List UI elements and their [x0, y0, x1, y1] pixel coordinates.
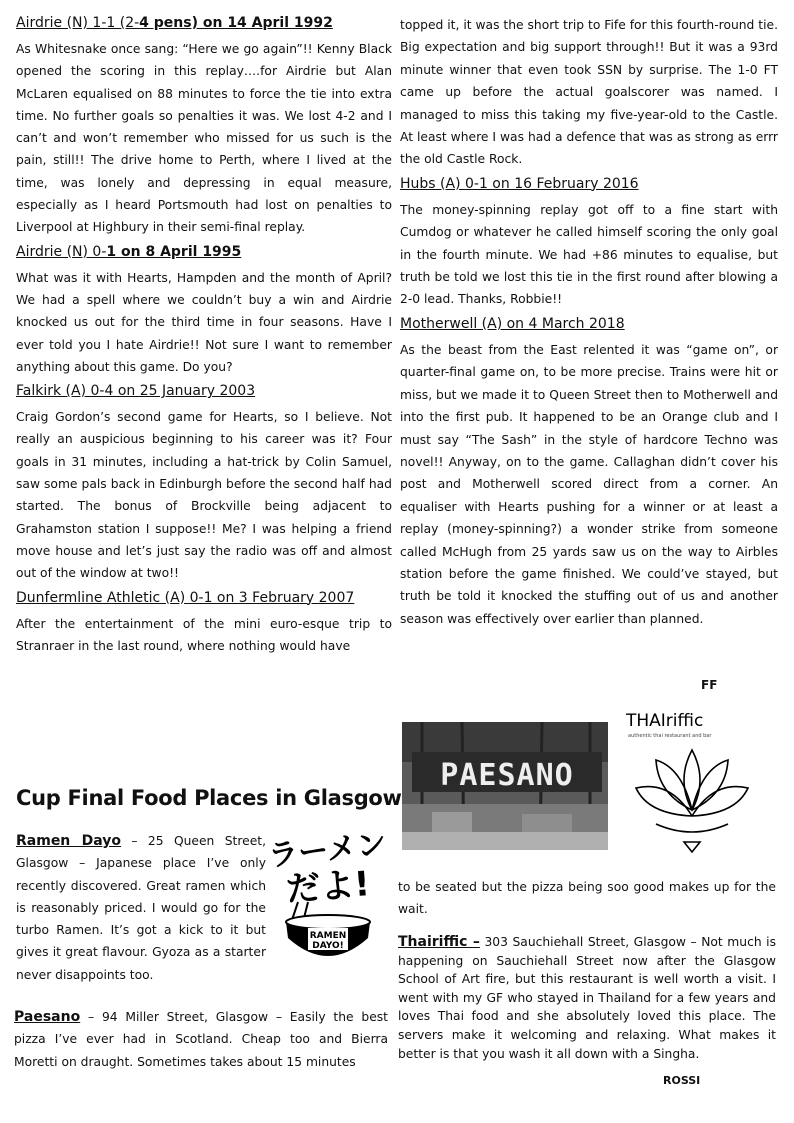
thai-brand: THAIriffic	[626, 711, 704, 731]
restaurant-name: Paesano	[14, 1009, 81, 1025]
match-heading: Airdrie (N) 1-1 (2-4 pens) on 14 April 1992	[16, 15, 333, 31]
match-heading: Airdrie (N) 0-1 on 8 April 1995	[16, 243, 242, 260]
paesano-review	[14, 1006, 388, 1073]
match-report: Craig Gordon’s second game for Hearts, so I believe. Not really an auspicious beginning to his career was it? Four goals in 31 minutes, including a hat-trick by Colin Samuel, saw some pals back in Edinburgh before the second half had started. The bonus of Brockville being adjacent to Grahamston station I suppose!! Me? I was helping a friend move house and let’s just say the radio was off and almost out of the window at two!!	[16, 410, 392, 581]
match-report-continued: topped it, it was the short trip to Fife for this fourth-round tie. Big expectation and big support through!! But it was a 93rd minute winner that even took SSN by surprise. The 1-0 FT came up before the actual goalscorer was named. I managed to miss this taking my five-year-old to the Castle. At least where I was had a defence that was as strong as errr the old Castle Rock.	[400, 18, 778, 167]
section-title: Cup Final Food Places in Glasgow	[16, 786, 402, 810]
match-entry	[400, 175, 778, 311]
left-column	[16, 14, 392, 661]
match-report: As the beast from the East relented it was “game on”, or quarter-final game on, to be more precise. Trains were hit or miss, but we made it to Queen Street then to Motherwell and into the first pub. It happened to be an Orange club and I must say “The Sash” in the style of hardcore Techno was novel!! Anyway, on to the game. Callaghan didn’t cover his post and Motherwell scored direct from a corner. An equaliser with Hearts pushing for a winner or at least a replay (money-spinning?) a wonder strike from someone called McHugh from 25 yards saw us on the way to Airbles station before the game finished. We could’ve stayed, but truth be told it knocked the stuffing out of us and another season was effectively over earlier than planned.	[400, 342, 778, 626]
match-entry	[16, 382, 392, 584]
logo-hiragana: だよ!	[285, 864, 372, 910]
thairiffic-logo	[626, 706, 758, 866]
match-heading: Motherwell (A) on 4 March 2018	[400, 315, 625, 332]
thairiffic-review	[398, 933, 776, 1063]
match-heading: Falkirk (A) 0-4 on 25 January 2003	[16, 383, 256, 400]
restaurant-name: Ramen Dayo	[16, 833, 122, 849]
review-text: 303 Sauchiehall Street, Glasgow – Not much is happening on Sauchiehall Street now after the Glasgow School of Art fire, but this restaurant is well worth a visit. I went with my GF who stayed in Thailand for a few years and loves Thai food and she absolutely loved this place. The servers make it welcoming and relaxing. What makes it better is that you wash it all down with a Singha.	[398, 935, 776, 1061]
author-signature: ROSSI	[663, 1074, 701, 1087]
match-report: As Whitesnake once sang: “Here we go again”!! Kenny Black opened the scoring in this replay….for Airdrie but Alan McLaren equalised on 88 minutes to force the tie into extra time. No further goals so penalties it was. We lost 4-2 and I can’t and won’t remember who missed for us such is the pain, still!! The drive home to Perth, where I lived at the time, was lonely and depressing in equal measure, especially as I heard Portsmouth had lost on penalties to Liverpool at Highbury in their semi-final replay.	[16, 42, 392, 235]
match-report: What was it with Hearts, Hampden and the month of April? We had a spell where we couldn’t buy a win and Airdrie knocked us out for the third time in four seasons. Have I ever told you I hate Airdrie!! Not sure I want to remember anything about this game. Do you?	[16, 270, 392, 374]
ramen-dayo-review	[16, 830, 266, 986]
paesano-review-continued: to be seated but the pizza being soo good makes up for the wait.	[398, 880, 776, 917]
right-column	[400, 14, 778, 634]
match-entry	[16, 589, 392, 658]
ramen-bowl-icon	[286, 902, 370, 956]
lotus-icon	[636, 750, 748, 852]
logo-ramen-word: RAMEN	[309, 931, 347, 941]
paesano-sign: PAESANO	[440, 758, 574, 793]
match-entry	[400, 315, 778, 630]
match-heading: Dunfermline Athletic (A) 0-1 on 3 February 2007	[16, 589, 355, 606]
paesano-photo	[402, 722, 608, 850]
match-entry	[16, 243, 392, 378]
review-text: – 94 Miller Street, Glasgow – Easily the best pizza I’ve ever had in Scotland. Cheap too and Bierra Moretti on draught. Sometimes takes about 15 minutes	[14, 1010, 388, 1069]
match-report: The money-spinning replay got off to a fine start with Cumdog or whatever he called himself scoring the only goal in the fourth minute. We had +86 minutes to equalise, but truth be told we lost this tie in the first round after blowing a 2-0 lead. Thanks, Robbie!!	[400, 202, 778, 307]
review-text: – 25 Queen Street, Glasgow – Japanese place I’ve only recently discovered. Great ramen which is reasonably priced. I would go for the turbo Ramen. It’s got a kick to it but gives it great flavour. Gyoza as a starter never disappoints too.	[16, 834, 266, 982]
restaurant-name: Thairiffic –	[398, 934, 480, 950]
match-heading: Hubs (A) 0-1 on 16 February 2016	[400, 175, 639, 192]
thai-tagline: authentic thai restaurant and bar	[628, 733, 712, 739]
logo-katakana: ラーメン	[272, 826, 384, 875]
match-report: After the entertainment of the mini euro-esque trip to Stranraer in the last round, where nothing would have	[16, 616, 392, 653]
ramen-dayo-logo	[272, 826, 384, 971]
logo-dayo-word: DAYO!	[312, 941, 344, 951]
author-signature: FF	[701, 678, 718, 692]
match-entry	[16, 14, 392, 239]
